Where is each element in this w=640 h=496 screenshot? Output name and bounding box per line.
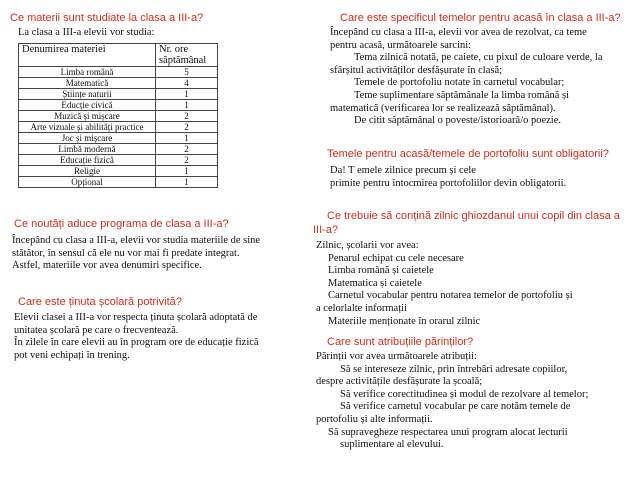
weekly-hours-cell: 1 bbox=[156, 100, 218, 111]
backpack-text bbox=[316, 240, 573, 328]
dress-code-text bbox=[14, 312, 259, 362]
text-line: primite pentru întocmirea portofoliilor devin obligatorii. bbox=[330, 177, 567, 189]
text-line: Penarul echipat cu cele necesare bbox=[328, 252, 464, 264]
text-line: matematică (verificarea lor se realizează săptămânal). bbox=[330, 102, 556, 114]
weekly-hours-cell: 2 bbox=[156, 122, 218, 133]
subject-name-cell: Matematică bbox=[19, 78, 156, 89]
text-line: unitatea școlară pe care o frecventează. bbox=[14, 324, 179, 336]
heading-homework: Care este specificul temelor pentru acasă în clasa a III-a? bbox=[340, 12, 621, 24]
table-row bbox=[19, 166, 218, 177]
table-row bbox=[19, 122, 218, 133]
table-row bbox=[19, 144, 218, 155]
weekly-hours-cell: 1 bbox=[156, 166, 218, 177]
text-line: Să verifice corectitudinea și modul de rezolvare al temelor; bbox=[340, 388, 589, 400]
text-line: Da! T emele zilnice precum și cele bbox=[330, 165, 476, 176]
text-line: Astfel, materiile vor avea denumiri specifice. bbox=[12, 260, 202, 272]
subject-name-cell: Educație fizică bbox=[19, 155, 156, 166]
text-line: În zilele în care elevii au în program ore de educație fizică bbox=[14, 337, 259, 349]
weekly-hours-cell: 2 bbox=[156, 155, 218, 166]
heading-novelties: Ce noutăți aduce programa de clasa a III-a? bbox=[14, 218, 229, 230]
text-line: Să se intereseze zilnic, prin întrebări adresate copiilor, bbox=[340, 363, 568, 375]
table-row bbox=[19, 111, 218, 122]
subject-name-cell: Religie bbox=[19, 166, 156, 177]
text-line: Teme suplimentare săptămânale la limba română și bbox=[354, 89, 570, 101]
novelties-text bbox=[12, 235, 260, 273]
weekly-hours-cell: 4 bbox=[156, 78, 218, 89]
text-line: Să supravegheze respectarea unui program alocat lecturii bbox=[328, 426, 568, 438]
subjects-intro: La clasa a III-a elevii vor studia: bbox=[18, 27, 155, 38]
heading-parents: Care sunt atribuțiile părinților? bbox=[327, 336, 474, 348]
text-line: portofoliu și alte informații. bbox=[316, 413, 433, 425]
text-line: stătător, în sensul că ele nu vor mai fi predate integrat. bbox=[12, 247, 240, 259]
table-row bbox=[19, 67, 218, 78]
table-row bbox=[19, 177, 218, 188]
weekly-hours-cell: 1 bbox=[156, 89, 218, 100]
subjects-table bbox=[18, 43, 218, 188]
table-row bbox=[19, 78, 218, 89]
text-line: suplimentare al elevului. bbox=[340, 439, 444, 451]
parents-text bbox=[316, 351, 588, 452]
weekly-hours-cell: 1 bbox=[156, 133, 218, 144]
text-line: Materiile menționate în orarul zilnic bbox=[328, 315, 481, 327]
heading-mandatory: Temele pentru acasă/temele de portofoliu sunt obligatorii? bbox=[327, 148, 609, 160]
subject-name-cell: Educție civică bbox=[19, 100, 156, 111]
table-header-row bbox=[19, 44, 218, 67]
subject-name-cell: Științe naturii bbox=[19, 89, 156, 100]
table-row bbox=[19, 133, 218, 144]
text-line: Începând cu clasa a III-a, elevii vor avea de rezolvat, ca teme bbox=[330, 27, 587, 38]
subject-name-cell: Opțional bbox=[19, 177, 156, 188]
text-line: Temele de portofoliu notate în carnetul vocabular; bbox=[354, 77, 565, 89]
text-line: despre activitățile desfășurate la școală; bbox=[316, 376, 483, 388]
col-weekly-hours: Nr. ore săptămânal bbox=[156, 44, 218, 67]
text-line: Zilnic, școlarii vor avea: bbox=[316, 240, 419, 251]
text-line: Să verifice carnetul vocabular pe care notăm temele de bbox=[340, 401, 571, 413]
table-row bbox=[19, 89, 218, 100]
subject-name-cell: Arte vizuale și abilități practice bbox=[19, 122, 156, 133]
text-line: sfârșitul activităților desfășurate în clasă; bbox=[330, 64, 503, 76]
text-line: Părinții vor avea următoarele atribuții: bbox=[316, 351, 477, 362]
text-line: pentru acasă, următoarele sarcini: bbox=[330, 39, 472, 51]
text-line: a celorlalte informații bbox=[316, 302, 407, 314]
text-line: Carnetul vocabular pentru notarea temelor de portofoliu și bbox=[328, 290, 573, 302]
text-line: pot veni echipați în trening. bbox=[14, 349, 130, 361]
table-row bbox=[19, 100, 218, 111]
weekly-hours-cell: 1 bbox=[156, 177, 218, 188]
homework-text bbox=[330, 27, 603, 128]
heading-dress-code: Care este ținuta școlară potrivită? bbox=[18, 296, 182, 308]
text-line: Elevii clasei a III-a vor respecta ținuta școlară adoptată de bbox=[14, 312, 258, 323]
weekly-hours-cell: 2 bbox=[156, 111, 218, 122]
heading-backpack-line1: Ce trebuie să conțină zilnic ghiozdanul unui copil din clasa a bbox=[327, 210, 620, 222]
mandatory-text bbox=[330, 165, 566, 190]
heading-backpack-line2: III-a? bbox=[313, 224, 339, 236]
text-line: Tema zilnică notată, pe caiete, cu pixul de culoare verde, la bbox=[354, 52, 603, 64]
subject-name-cell: Limbă modernă bbox=[19, 144, 156, 155]
weekly-hours-cell: 5 bbox=[156, 67, 218, 78]
heading-subjects: Ce materii sunt studiate la clasa a III-a? bbox=[10, 12, 204, 24]
text-line: Limba română și caietele bbox=[328, 265, 434, 277]
weekly-hours-cell: 2 bbox=[156, 144, 218, 155]
subject-name-cell: Joc și mișcare bbox=[19, 133, 156, 144]
text-line: Matematica și caietele bbox=[328, 277, 422, 289]
subject-name-cell: Muzică și mișcare bbox=[19, 111, 156, 122]
subject-name-cell: Limba română bbox=[19, 67, 156, 78]
table-row bbox=[19, 155, 218, 166]
text-line: De citit săptămânal o poveste/istorioară/o poezie. bbox=[354, 115, 562, 127]
text-line: Începând cu clasa a III-a, elevii vor studia materiile de sine bbox=[12, 235, 261, 246]
col-subject-name: Denumirea materiei bbox=[19, 44, 156, 67]
